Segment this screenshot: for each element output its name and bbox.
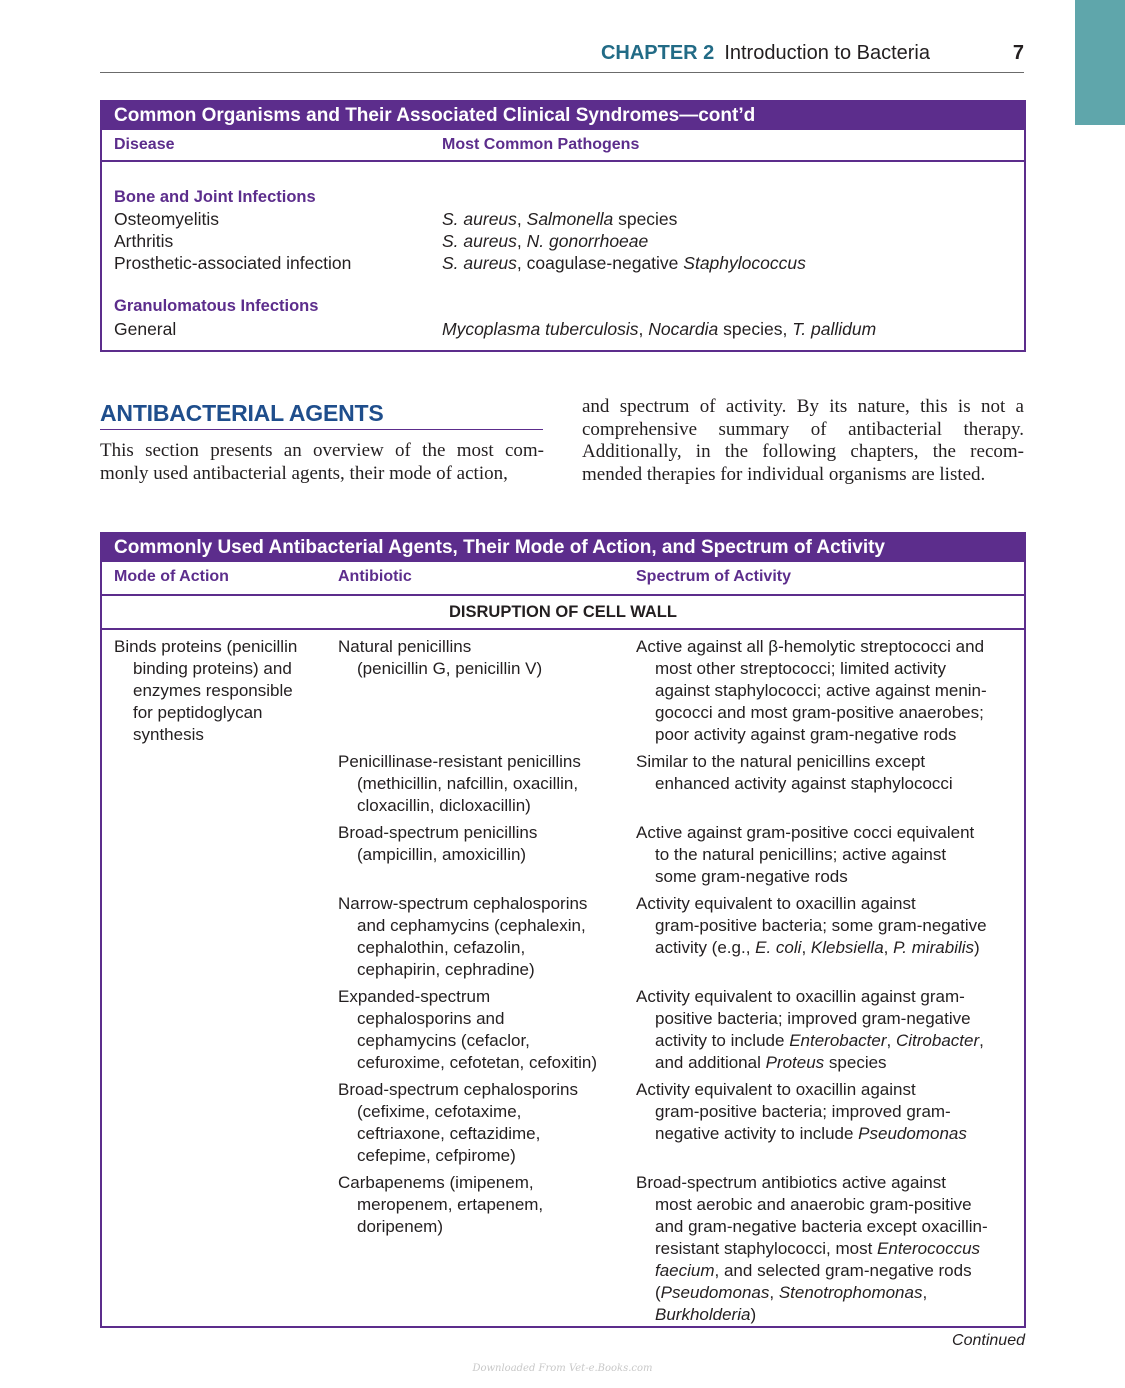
pathogen-text: S. aureus — [442, 231, 517, 251]
spectrum-cell — [636, 1079, 967, 1145]
page-number: 7 — [1012, 42, 1024, 64]
cell-line: for peptidoglycan — [133, 703, 263, 722]
table-row — [102, 252, 1024, 274]
cell-line: cephamycins (cefaclor, — [357, 1031, 530, 1050]
antibiotic-cell — [338, 636, 542, 680]
cell-line: (ampicillin, amoxicillin) — [357, 845, 527, 864]
column-header-disease: Disease — [114, 136, 175, 153]
table-row — [102, 318, 1024, 340]
chapter-tab-marker — [1075, 0, 1125, 125]
organism-name: faecium — [655, 1261, 715, 1280]
text-run: , — [883, 938, 894, 957]
pathogen-cell — [442, 208, 677, 230]
cell-line: cephapirin, cephradine) — [357, 960, 535, 979]
antibiotic-cell — [338, 1079, 578, 1167]
antibacterial-agents-table — [100, 532, 1026, 1328]
column-header-antibiotic: Antibiotic — [338, 568, 412, 585]
organism-name: Pseudomonas — [858, 1124, 967, 1143]
spectrum-cell — [636, 636, 987, 746]
spectrum-cell — [636, 1172, 988, 1326]
cell-line: poor activity against gram-negative rods — [655, 725, 957, 744]
organism-name: Enterococcus — [877, 1239, 981, 1258]
body-text-line: monly used antibacterial agents, their mode of action, — [100, 462, 508, 484]
organism-name: Klebsiella — [810, 938, 884, 957]
cell-line: some gram-negative rods — [655, 867, 848, 886]
cell-line — [636, 1282, 988, 1304]
cell-line: enzymes responsible — [133, 681, 293, 700]
text-run: ( — [655, 1283, 661, 1302]
body-text-line: Additionally, in the following chapters, the recom- — [582, 441, 1024, 463]
antibiotic-cell — [338, 893, 587, 981]
cell-line: ceftriaxone, ceftazidime, — [357, 1124, 541, 1143]
cell-line: to the natural penicillins; active against — [655, 845, 947, 864]
cell-line: Narrow-spectrum cephalosporins — [338, 894, 588, 913]
pathogen-text: species — [613, 209, 678, 229]
cell-line: cephalosporins and — [357, 1009, 505, 1028]
cell-line: gococci and most gram-positive anaerobes; — [655, 703, 984, 722]
pathogen-text: S. aureus — [442, 209, 517, 229]
running-header — [100, 42, 1024, 73]
text-run: species — [824, 1053, 887, 1072]
spectrum-cell — [636, 986, 984, 1074]
cell-line — [636, 1238, 988, 1260]
pathogen-text: , — [516, 209, 527, 229]
text-run: negative activity to include — [655, 1124, 859, 1143]
table-row — [102, 230, 1024, 252]
cell-line: Expanded-spectrum — [338, 987, 491, 1006]
organism-name: Stenotrophomonas — [778, 1283, 923, 1302]
cell-line: (penicillin G, penicillin V) — [357, 659, 543, 678]
section-heading-bone-joint: Bone and Joint Infections — [114, 188, 316, 206]
text-run: , — [801, 938, 811, 957]
cell-line: most aerobic and anaerobic gram-positive — [655, 1195, 972, 1214]
text-run: ) — [750, 1305, 757, 1324]
cell-line — [636, 1052, 984, 1074]
text-run: , — [769, 1283, 779, 1302]
pathogen-text: T. pallidum — [792, 319, 877, 339]
antibiotic-cell — [338, 822, 537, 866]
text-run: , — [922, 1283, 928, 1302]
cell-line: Carbapenems (imipenem, — [338, 1173, 534, 1192]
organism-name: Enterobacter — [789, 1031, 887, 1050]
body-text-line: This section presents an overview of the most com- — [100, 440, 544, 461]
table-header-row — [102, 130, 1024, 162]
text-run: activity (e.g., — [655, 938, 756, 957]
chapter-label: CHAPTER 2 — [600, 42, 715, 64]
cell-line: doripenem) — [357, 1217, 443, 1236]
pathogen-text: Mycoplasma tuberculosis — [442, 319, 639, 339]
cell-line — [636, 1304, 988, 1326]
column-header-pathogens: Most Common Pathogens — [442, 136, 640, 153]
pathogen-text: , — [516, 231, 527, 251]
cell-line: Broad-spectrum penicillins — [338, 823, 538, 842]
cell-line — [636, 937, 987, 959]
cell-line: (methicillin, nafcillin, oxacillin, — [357, 774, 579, 793]
pathogen-cell — [442, 230, 648, 252]
cell-line: Activity equivalent to oxacillin against — [636, 1080, 916, 1099]
cell-line: positive bacteria; improved gram-negative — [655, 1009, 971, 1028]
cell-line — [636, 1030, 984, 1052]
pathogen-text: , — [638, 319, 649, 339]
organism-name: Citrobacter — [895, 1031, 980, 1050]
antibiotic-cell — [338, 986, 597, 1074]
cell-line: Active against all β-hemolytic streptococci and — [636, 637, 985, 656]
body-text-line: and spectrum of activity. By its nature, this is not a — [582, 396, 1024, 417]
pathogen-text: species, — [718, 319, 793, 339]
text-run: activity to include — [655, 1031, 790, 1050]
text-run: ) — [974, 938, 980, 957]
body-text-left-column — [100, 440, 544, 485]
organism-name: P. mirabilis — [893, 938, 975, 957]
cell-line — [636, 1260, 988, 1282]
cell-line: Similar to the natural penicillins except — [636, 752, 926, 771]
chapter-heading — [601, 42, 930, 65]
disease-cell: Prosthetic-associated infection — [114, 253, 352, 273]
organism-name: Pseudomonas — [660, 1283, 770, 1302]
pathogen-text: Staphylococcus — [683, 253, 806, 273]
spectrum-cell — [636, 893, 987, 959]
cell-line — [636, 1123, 967, 1145]
cell-line: Activity equivalent to oxacillin against gram- — [636, 987, 965, 1006]
disease-cell: Arthritis — [114, 231, 174, 251]
body-text-right-column — [582, 396, 1024, 487]
cell-line: binding proteins) and — [133, 659, 292, 678]
spectrum-cell — [636, 751, 953, 795]
pathogen-text: Nocardia — [648, 319, 719, 339]
cell-line: Binds proteins (penicillin — [114, 637, 298, 656]
cell-line: and cephamycins (cephalexin, — [357, 916, 586, 935]
cell-line: Natural penicillins — [338, 637, 472, 656]
pathogen-text: S. aureus — [442, 253, 517, 273]
pathogen-text: Salmonella — [526, 209, 614, 229]
organism-name: Burkholderia — [655, 1305, 751, 1324]
disease-cell: Osteomyelitis — [114, 209, 220, 229]
cell-line: enhanced activity against staphylococci — [655, 774, 953, 793]
pathogen-cell — [442, 318, 876, 340]
section-heading-granulomatous: Granulomatous Infections — [114, 297, 319, 315]
organism-name: E. coli — [755, 938, 802, 957]
cell-line: synthesis — [133, 725, 204, 744]
cell-line: cloxacillin, dicloxacillin) — [357, 796, 531, 815]
chapter-title: Introduction to Bacteria — [724, 42, 930, 64]
text-run: , and selected gram-negative rods — [714, 1261, 972, 1280]
continued-note: Continued — [952, 1332, 1025, 1349]
table-header-row — [102, 562, 1024, 596]
text-run: , — [886, 1031, 896, 1050]
pathogen-text: , coagulase-negative — [516, 253, 684, 273]
cell-line: against staphylococci; active against menin- — [655, 681, 987, 700]
antibiotic-cell — [338, 751, 581, 817]
table-subheading: DISRUPTION OF CELL WALL — [102, 596, 1024, 630]
body-text-line: mended therapies for individual organisms are listed. — [582, 464, 986, 486]
pathogen-text: N. gonorrhoeae — [526, 231, 649, 251]
organism-name: Proteus — [765, 1053, 825, 1072]
table-row — [102, 208, 1024, 230]
cell-line: cefepime, cefpirome) — [357, 1146, 516, 1165]
mode-of-action-cell — [114, 636, 297, 746]
disease-cell: General — [114, 319, 177, 339]
antibiotic-cell — [338, 1172, 543, 1238]
cell-line: Broad-spectrum antibiotics active against — [636, 1173, 946, 1192]
clinical-syndromes-table — [100, 100, 1026, 352]
cell-line: most other streptococci; limited activity — [655, 659, 946, 678]
cell-line: Activity equivalent to oxacillin against — [636, 894, 916, 913]
cell-line: and gram-negative bacteria except oxacillin- — [655, 1217, 988, 1236]
pathogen-cell — [442, 252, 806, 274]
watermark: Downloaded From Vet-e.Books.com — [472, 1363, 653, 1374]
cell-line: gram-positive bacteria; improved gram- — [655, 1102, 951, 1121]
text-run: resistant staphylococci, most — [655, 1239, 878, 1258]
cell-line: (cefixime, cefotaxime, — [357, 1102, 522, 1121]
cell-line: cefuroxime, cefotetan, cefoxitin) — [357, 1053, 598, 1072]
body-text-line: comprehensive summary of antibacterial therapy. — [582, 418, 1024, 440]
cell-line: Broad-spectrum cephalosporins — [338, 1080, 579, 1099]
table-title: Common Organisms and Their Associated Clinical Syndromes—cont’d — [102, 102, 1024, 130]
text-run: , — [979, 1031, 984, 1050]
section-heading: ANTIBACTERIAL AGENTS — [100, 400, 543, 430]
table-title: Commonly Used Antibacterial Agents, Their Mode of Action, and Spectrum of Activity — [102, 534, 1024, 562]
cell-line: Penicillinase-resistant penicillins — [338, 752, 581, 771]
cell-line: cephalothin, cefazolin, — [357, 938, 526, 957]
spectrum-cell — [636, 822, 974, 888]
column-header-mode: Mode of Action — [114, 568, 229, 585]
column-header-spectrum: Spectrum of Activity — [636, 568, 791, 585]
cell-line: meropenem, ertapenem, — [357, 1195, 544, 1214]
cell-line: Active against gram-positive cocci equivalent — [636, 823, 975, 842]
cell-line: gram-positive bacteria; some gram-negative — [655, 916, 987, 935]
text-run: and additional — [655, 1053, 766, 1072]
